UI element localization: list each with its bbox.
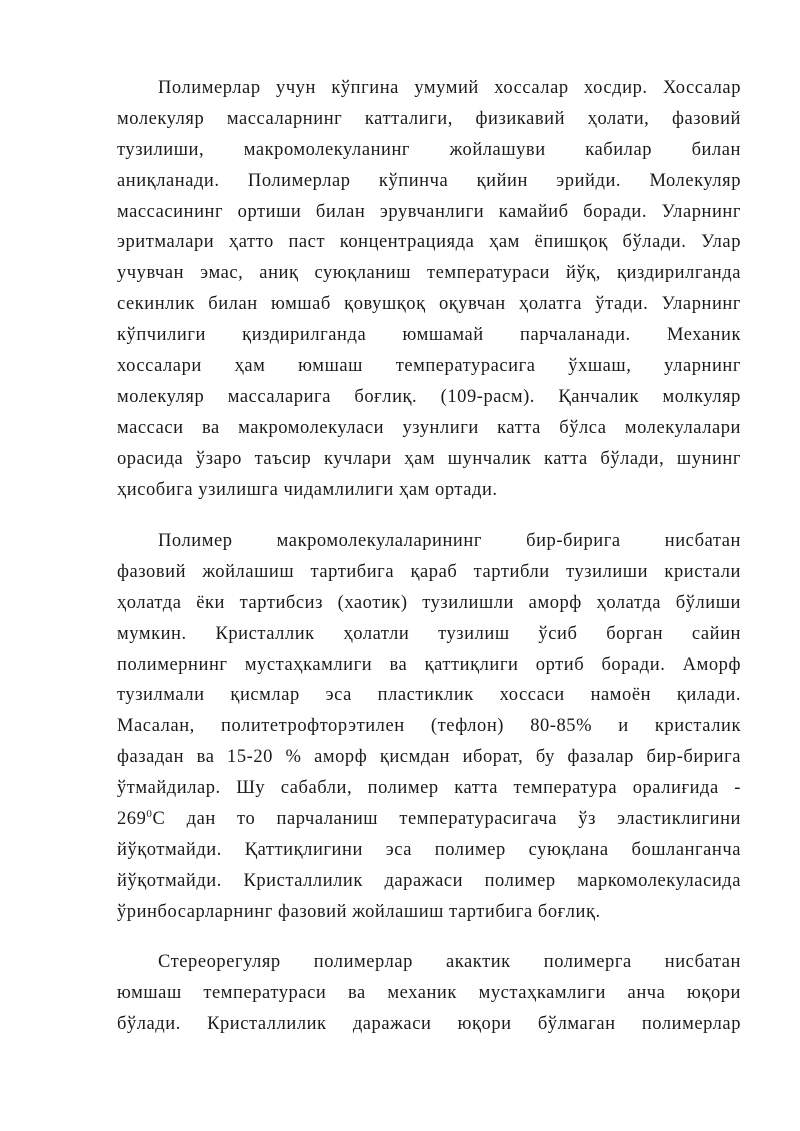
paragraph-2 (117, 526, 741, 928)
text-line: массасининг ортиши билан эрувчанлиги камайиб боради. Уларнинг (117, 201, 741, 222)
text-line: ҳолатда ёки тартибсиз (хаотик) тузилишли аморф ҳолатда бўлиши (117, 592, 741, 613)
text-line: ўринбосарларнинг фазовий жойлашиш тартибига боғлиқ. (117, 901, 601, 922)
text-line: ҳисобига узилишга чидамлилиги ҳам ортади. (117, 479, 498, 500)
text-line: секинлик билан юмшаб қовушқоқ оқувчан ҳолатга ўтади. Уларнинг (117, 294, 741, 315)
text-line: аниқланади. Полимерлар кўпинча қийин эрийди. Молекуляр (117, 170, 741, 191)
text-line: мумкин. Кристаллик ҳолатли тузилиш ўсиб борган сайин (117, 623, 741, 644)
text-line: кўпчилиги қиздирилганда юмшамай парчаланади. Механик (117, 325, 741, 346)
text-line: массаси ва макромолекуласи узунлиги катта бўлса молекулалари (117, 417, 741, 438)
paragraph-1 (117, 73, 741, 505)
text-line: тузилиши, макромолекуланинг жойлашуви кабилар билан (117, 139, 741, 160)
text-line: хоссалари ҳам юмшаш температурасига ўхшаш, уларнинг (117, 356, 741, 377)
text-line: юмшаш температураси ва механик мустаҳкамлиги анча юқори (117, 982, 741, 1003)
degree-superscript: 0 (146, 808, 153, 821)
text-line: учувчан эмас, аниқ суюқланиш температураси йўқ, қиздирилганда (117, 263, 741, 284)
text-line: полимернинг мустаҳкамлиги ва қаттиқлиги ортиб боради. Аморф (117, 654, 741, 675)
text-line: орасида ўзаро таъсир кучлари ҳам шунчалик катта бўлади, шунинг (117, 448, 741, 469)
text-line: молекуляр массаларига боғлиқ. (109-расм). Қанчалик молкуляр (117, 386, 741, 407)
text-line: Полимер макромолекулаларининг бир-бирига нисбатан (158, 531, 741, 551)
text-line-with-temperature (117, 804, 741, 835)
text-line: Полимерлар учун кўпгина умумий хоссалар хосдир. Хоссалар (158, 78, 741, 98)
text-line: йўқотмайди. Қаттиқлигини эса полимер суюқлана бошланганча (117, 839, 741, 860)
text-line: ўтмайдилар. Шу сабабли, полимер катта температура оралиғида - (117, 778, 741, 799)
text-line: бўлади. Кристаллилик даражаси юқори бўлмаган полимерлар (117, 1013, 741, 1034)
text-line: фазовий жойлашиш тартибига қараб тартибли тузилиши кристали (117, 561, 741, 582)
text-line: фазадан ва 15-20 % аморф қисмдан иборат, бу фазалар бир-бирига (117, 747, 741, 768)
text-line-rest: C дан то парчаланиш температурасигача ўз эластиклигини (152, 809, 741, 830)
text-line: йўқотмайди. Кристаллилик даражаси полимер маркомолекуласида (117, 870, 741, 891)
paragraph-3 (117, 947, 741, 1040)
text-line: Стереорегуляр полимерлар акактик полимерга нисбатан (158, 952, 741, 972)
temperature-value: 269 (117, 809, 147, 830)
text-line: молекуляр массаларнинг катталиги, физикавий ҳолати, фазовий (117, 108, 741, 129)
text-line: Масалан, политетрофторэтилен (тефлон) 80-85% и кристалик (117, 716, 741, 737)
text-line: эритмалари ҳатто паст концентрацияда ҳам ёпишқоқ бўлади. Улар (117, 232, 741, 253)
text-line: тузилмали қисмлар эса пластиклик хоссаси намоён қилади. (117, 685, 741, 706)
